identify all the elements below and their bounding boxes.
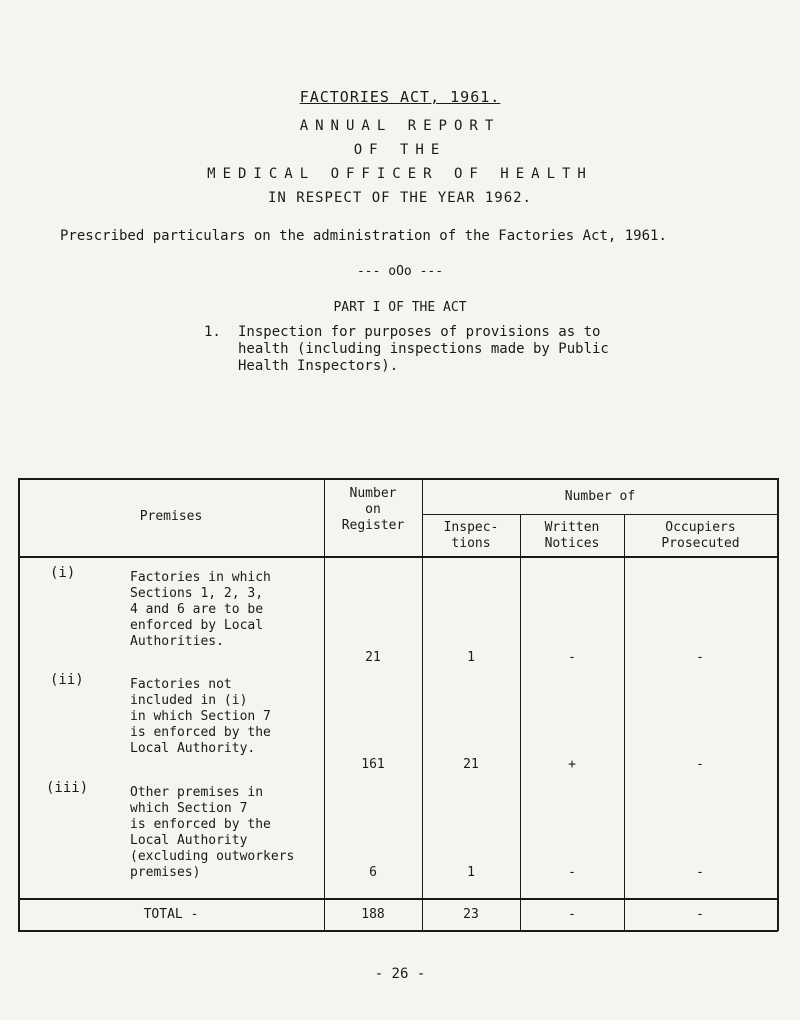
part-heading: PART I OF THE ACT: [333, 300, 467, 315]
row-i-inspections: 1: [467, 650, 475, 665]
row-iii-notices: -: [568, 865, 576, 880]
header-number-on-register: Number on Register: [341, 486, 405, 533]
row-i-premises: Factories in which Sections 1, 2, 3, 4 and 6 are to be enforced by Local Authorities.: [130, 570, 271, 649]
row-iii-register: 6: [369, 865, 377, 880]
report-title-line3: MEDICAL OFFICER OF HEALTH: [207, 166, 593, 182]
header-occupiers-prosecuted: Occupiers Prosecuted: [661, 520, 740, 551]
report-title-line1: ANNUAL REPORT: [299, 118, 501, 134]
prescribed-particulars: Prescribed particulars on the administration of the Factories Act, 1961.: [60, 228, 667, 244]
col-rule-prosecuted: [624, 514, 625, 931]
total-notices: -: [568, 907, 576, 922]
total-label: TOTAL -: [143, 907, 199, 922]
report-title-line2: OF THE: [353, 142, 447, 158]
row-i-number: (i): [50, 565, 76, 581]
total-prosecuted: -: [696, 907, 704, 922]
row-iii-number: (iii): [46, 780, 89, 796]
row-ii-inspections: 21: [463, 757, 479, 772]
header-bottom-rule: [18, 556, 778, 558]
act-title: FACTORIES ACT, 1961.: [299, 88, 501, 106]
table-left-rule: [18, 478, 20, 931]
divider-ornament: --- oOo ---: [356, 264, 444, 279]
col-rule-notices: [520, 514, 521, 931]
row-ii-premises: Factories not included in (i) in which Section 7 is enforced by the Local Authority.: [130, 677, 271, 756]
total-top-rule: [18, 898, 778, 900]
page-number: - 26 -: [374, 966, 426, 982]
table-top-rule: [18, 478, 778, 480]
row-ii-notices: +: [568, 757, 576, 772]
header-inspections: Inspec- tions: [443, 520, 499, 551]
header-premises: Premises: [139, 509, 203, 524]
section-text: Inspection for purposes of provisions as to health (including inspections made by Public Health Inspectors).: [238, 324, 609, 374]
row-iii-inspections: 1: [467, 865, 475, 880]
header-number-of: Number of: [564, 489, 636, 504]
row-ii-prosecuted: -: [696, 757, 704, 772]
total-register: 188: [361, 907, 385, 922]
row-iii-prosecuted: -: [696, 865, 704, 880]
report-year-line: IN RESPECT OF THE YEAR 1962.: [267, 190, 532, 206]
section-number: 1.: [204, 324, 221, 340]
table-bottom-rule: [18, 930, 778, 932]
subheader-rule: [422, 514, 778, 515]
row-ii-register: 161: [361, 757, 385, 772]
table-right-rule: [777, 478, 779, 931]
header-written-notices: Written Notices: [544, 520, 600, 551]
row-i-notices: -: [568, 650, 576, 665]
row-iii-premises: Other premises in which Section 7 is enforced by the Local Authority (excluding outworkers premises): [130, 785, 295, 880]
total-inspections: 23: [463, 907, 479, 922]
row-ii-number: (ii): [50, 672, 84, 688]
row-i-prosecuted: -: [696, 650, 704, 665]
row-i-register: 21: [365, 650, 381, 665]
